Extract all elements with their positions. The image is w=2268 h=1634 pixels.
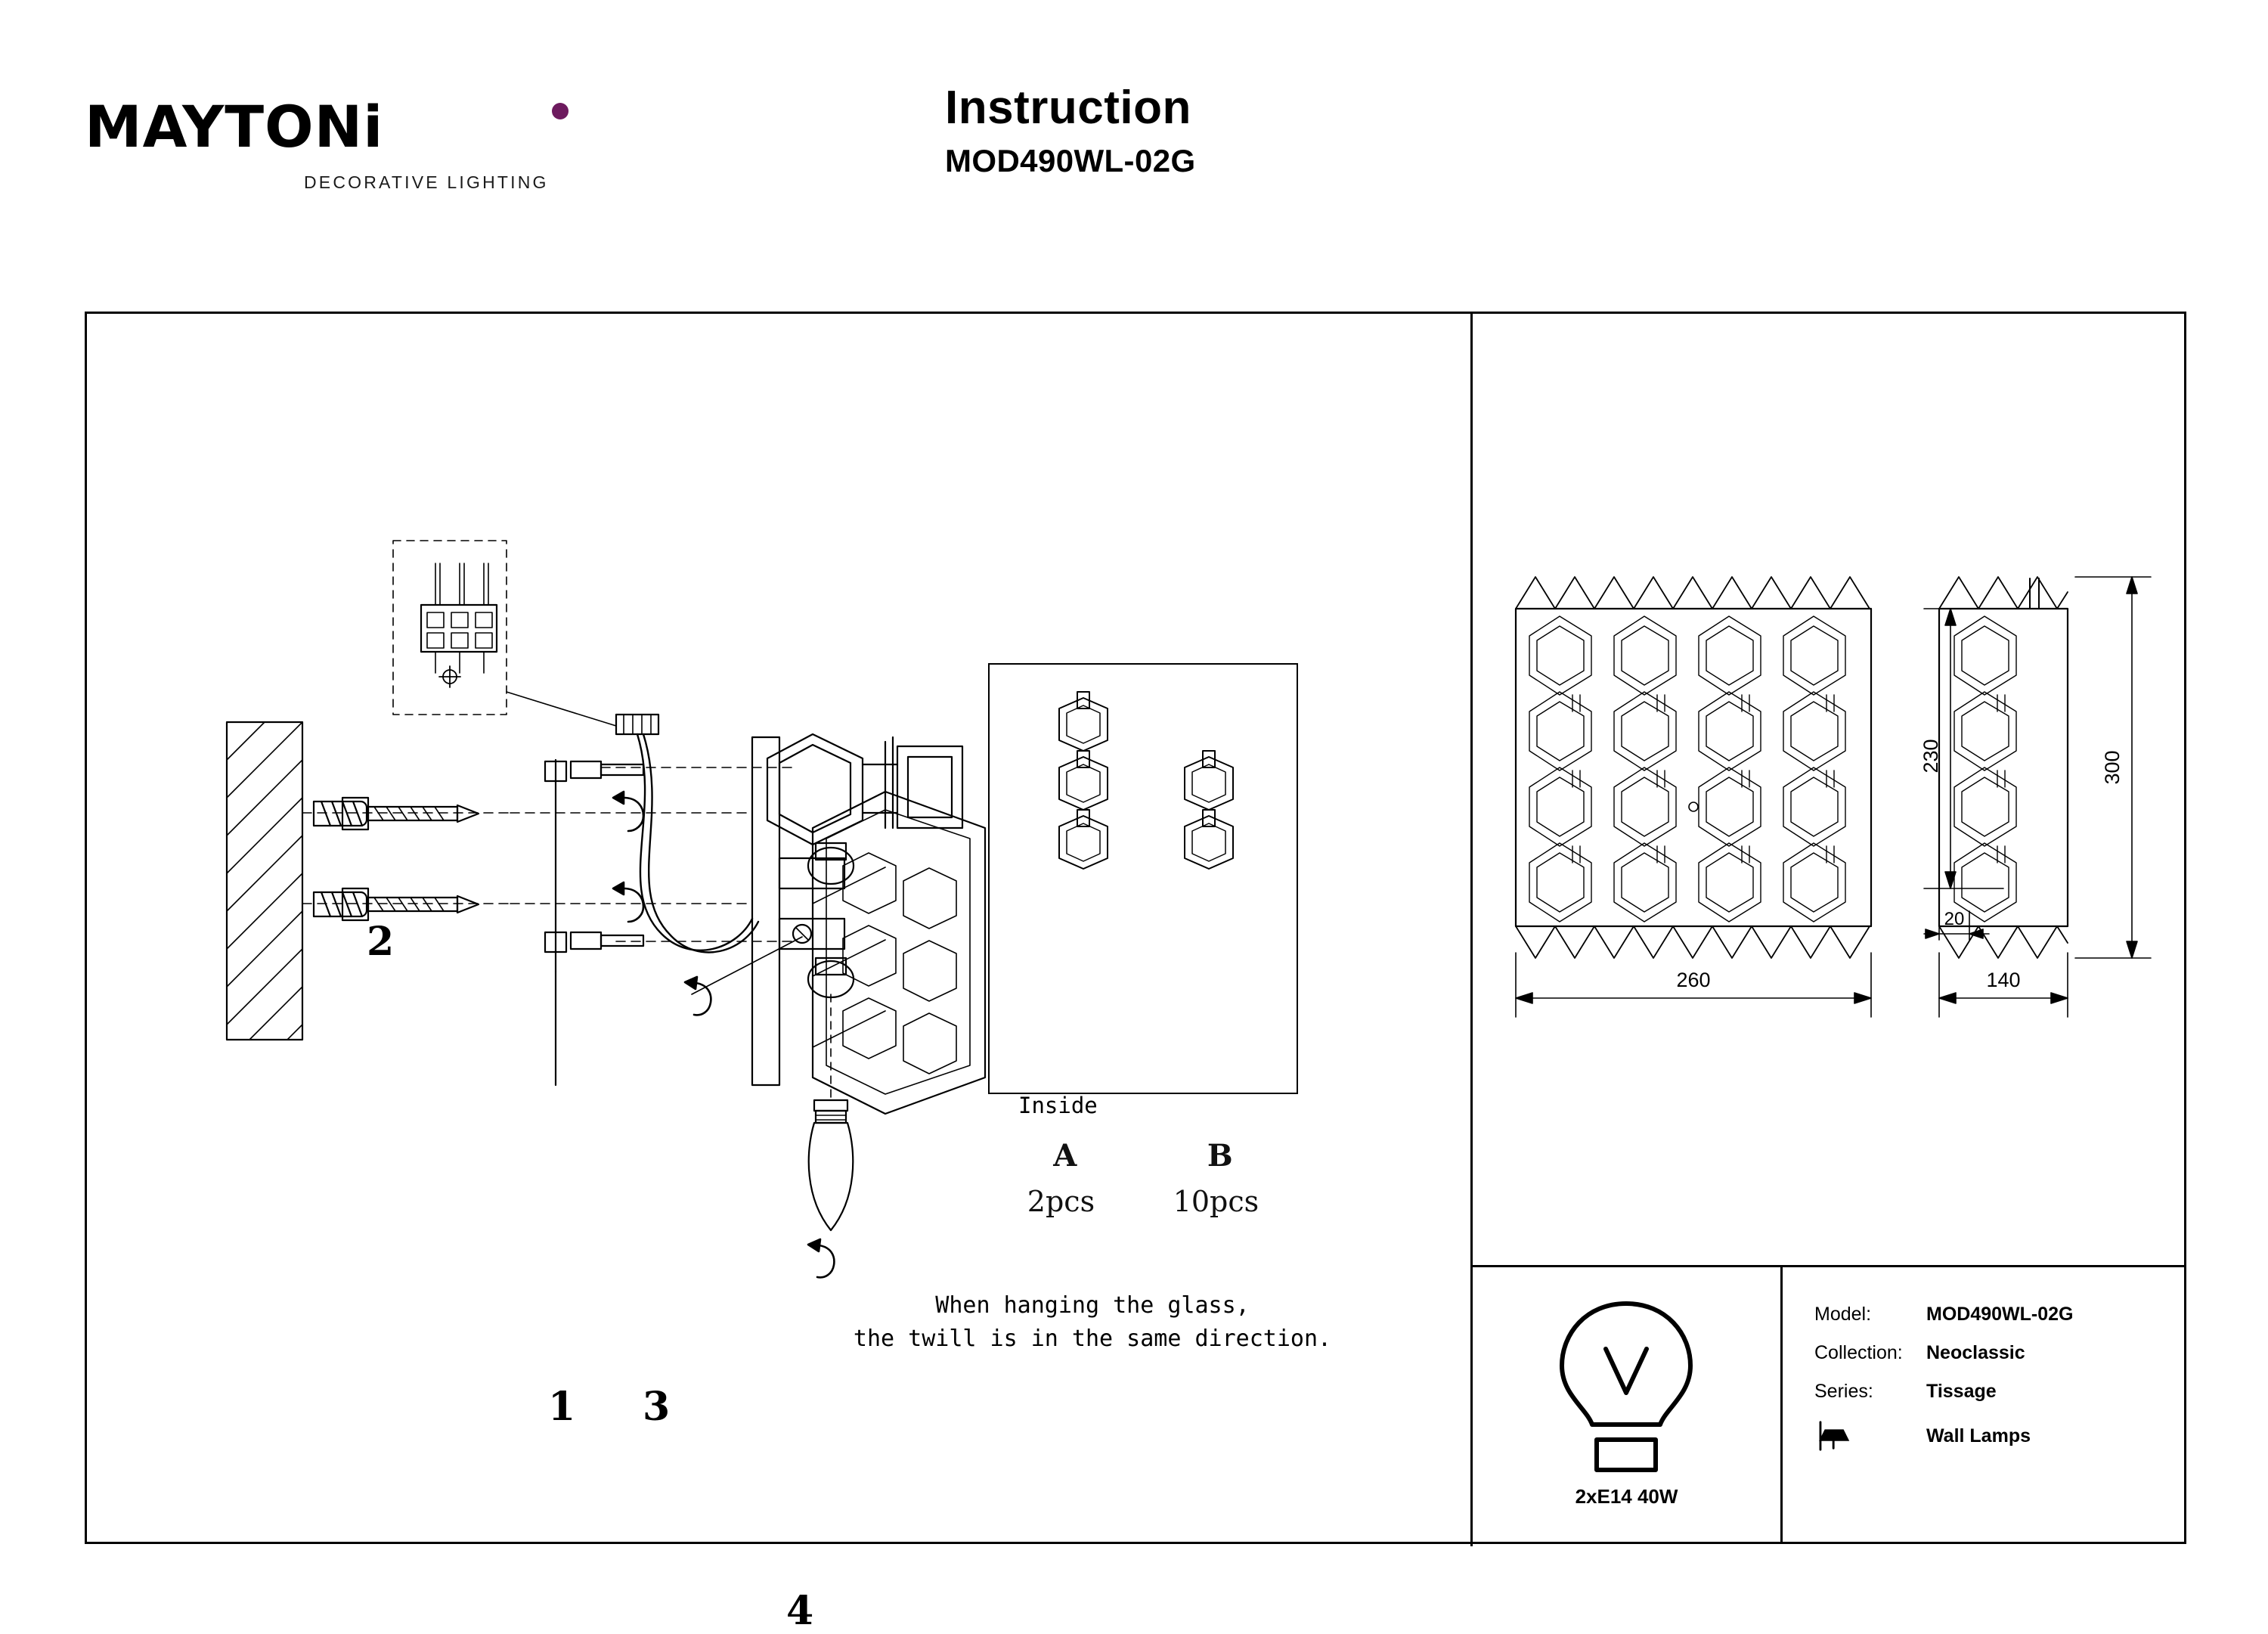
step-number-4: 4 bbox=[786, 1588, 814, 1634]
info-key-collection: Collection: bbox=[1814, 1342, 1903, 1363]
bulb-spec-text: 2xE14 40W bbox=[1575, 1485, 1678, 1508]
content-frame bbox=[85, 312, 2186, 1634]
brand-name: MAYTONi bbox=[85, 93, 384, 160]
info-row-model bbox=[1814, 1304, 2186, 1325]
page-header bbox=[0, 0, 2268, 272]
document-model-code: MOD490WL-02G bbox=[945, 143, 1196, 179]
parts-quantities bbox=[988, 1185, 1298, 1218]
hanging-note-line-2: the twill is in the same direction. bbox=[853, 1325, 1332, 1352]
hanging-note bbox=[790, 1289, 1395, 1355]
wall-lamp-icon bbox=[1814, 1419, 1926, 1453]
brand-dot-icon bbox=[552, 103, 569, 119]
bulb-spec-box bbox=[1473, 1267, 1780, 1544]
dim-front-width: 260 bbox=[1676, 969, 1711, 991]
step-number-2: 2 bbox=[367, 919, 395, 965]
info-row-series bbox=[1814, 1381, 2186, 1403]
product-info-block bbox=[1783, 1267, 2186, 1544]
parts-box-caption: Inside bbox=[1018, 1093, 1098, 1118]
part-qty-b: 10pcs bbox=[1173, 1185, 1259, 1218]
brand-tagline: DECORATIVE LIGHTING bbox=[304, 172, 549, 192]
brand-logo bbox=[85, 93, 569, 204]
info-row-collection bbox=[1814, 1342, 2186, 1364]
title-block bbox=[869, 83, 1550, 179]
hanging-note-line-1: When hanging the glass, bbox=[935, 1292, 1250, 1319]
info-value-category: Wall Lamps bbox=[1926, 1425, 2031, 1446]
part-letter-b: B bbox=[1207, 1138, 1233, 1174]
document-title: Instruction bbox=[945, 82, 1191, 134]
info-value-collection: Neoclassic bbox=[1926, 1342, 2025, 1363]
part-qty-a: 2pcs bbox=[1027, 1185, 1095, 1218]
info-key-series: Series: bbox=[1814, 1381, 1873, 1402]
step-number-1: 1 bbox=[548, 1384, 576, 1430]
step-number-3: 3 bbox=[643, 1384, 671, 1430]
parts-letters bbox=[988, 1138, 1298, 1174]
dim-side-width: 140 bbox=[1986, 969, 2021, 991]
info-key-model: Model: bbox=[1814, 1304, 1872, 1325]
info-value-series: Tissage bbox=[1926, 1381, 1997, 1402]
part-letter-a: A bbox=[1053, 1138, 1077, 1174]
info-row-category bbox=[1814, 1419, 2186, 1453]
info-value-model: MOD490WL-02G bbox=[1926, 1304, 2074, 1325]
parts-box bbox=[988, 663, 1298, 1094]
bulb-icon bbox=[1473, 1267, 1780, 1494]
dim-height-inner: 230 bbox=[1919, 739, 1942, 774]
dim-height-total: 300 bbox=[2101, 750, 2124, 785]
dim-depth: 20 bbox=[1944, 909, 1965, 929]
dimension-diagram bbox=[1470, 314, 2189, 1265]
